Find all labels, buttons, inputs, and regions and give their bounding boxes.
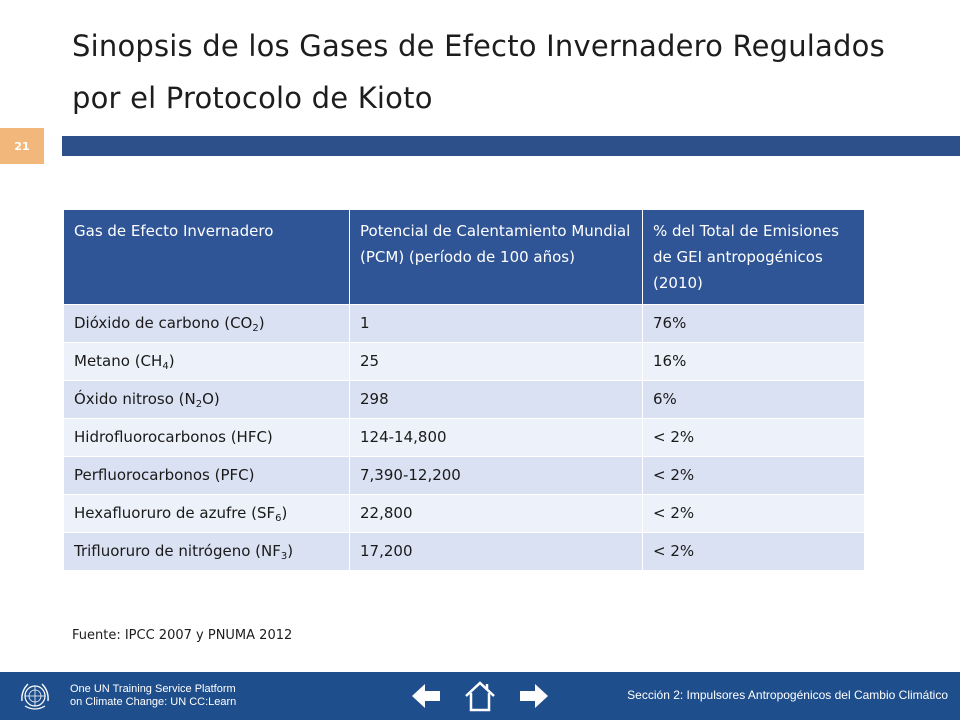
table-row	[64, 419, 864, 457]
gas-name-cell: Trifluoruro de nitrógeno $(NF_3)$	[64, 533, 350, 571]
table-row	[64, 533, 864, 571]
arrow-right-icon[interactable]	[516, 678, 552, 714]
pcm-cell: 7,390-12,200	[350, 457, 643, 495]
pct-cell: 76%	[643, 305, 865, 343]
pcm-cell: 22,800	[350, 495, 643, 533]
table-row	[64, 457, 864, 495]
pct-cell: < 2%	[643, 533, 865, 571]
source-note: Fuente: IPCC 2007 y PNUMA 2012	[72, 628, 293, 643]
footer-bar	[0, 672, 960, 720]
pcm-cell: 124-14,800	[350, 419, 643, 457]
header-pcm: Potencial de Calentamiento Mundial (PCM) (período de 100 años)	[350, 210, 643, 305]
platform-name	[70, 683, 236, 709]
table-row	[64, 343, 864, 381]
header-emissions-pct: % del Total de Emisiones de GEI antropogénicos (2010)	[643, 210, 865, 305]
table-row	[64, 381, 864, 419]
un-emblem-icon	[18, 679, 52, 713]
slide-number: 21	[0, 128, 44, 164]
pcm-cell: 25	[350, 343, 643, 381]
pct-cell: 16%	[643, 343, 865, 381]
pct-cell: 6%	[643, 381, 865, 419]
pcm-cell: 17,200	[350, 533, 643, 571]
gas-name-cell: Dióxido de carbono $(CO_2)$	[64, 305, 350, 343]
header-gas: Gas de Efecto Invernadero	[64, 210, 350, 305]
slide-title: Sinopsis de los Gases de Efecto Invernadero Regulados por el Protocolo de Kioto	[72, 29, 885, 115]
platform-line-2: on Climate Change: UN CC:Learn	[70, 696, 237, 708]
gas-name-cell: Perfluorocarbonos (PFC)	[64, 457, 350, 495]
table-row	[64, 305, 864, 343]
pcm-cell: 298	[350, 381, 643, 419]
pct-cell: < 2%	[643, 495, 865, 533]
table-header-row	[64, 210, 864, 305]
home-icon[interactable]	[462, 678, 498, 714]
pct-cell: < 2%	[643, 419, 865, 457]
ghg-table	[64, 210, 864, 570]
arrow-left-icon[interactable]	[408, 678, 444, 714]
gas-name-cell: Hidrofluorocarbonos (HFC)	[64, 419, 350, 457]
pct-cell: < 2%	[643, 457, 865, 495]
title-divider-bar	[62, 136, 960, 156]
platform-line-1: One UN Training Service Platform	[70, 683, 236, 695]
gas-name-cell: Óxido nitroso $(N_2O)$	[64, 381, 350, 419]
section-label: Sección 2: Impulsores Antropogénicos del Cambio Climático	[627, 688, 948, 702]
table-row	[64, 495, 864, 533]
gas-name-cell: Metano $(CH_4)$	[64, 343, 350, 381]
gas-name-cell: Hexafluoruro de azufre $(SF_6)$	[64, 495, 350, 533]
pcm-cell: 1	[350, 305, 643, 343]
